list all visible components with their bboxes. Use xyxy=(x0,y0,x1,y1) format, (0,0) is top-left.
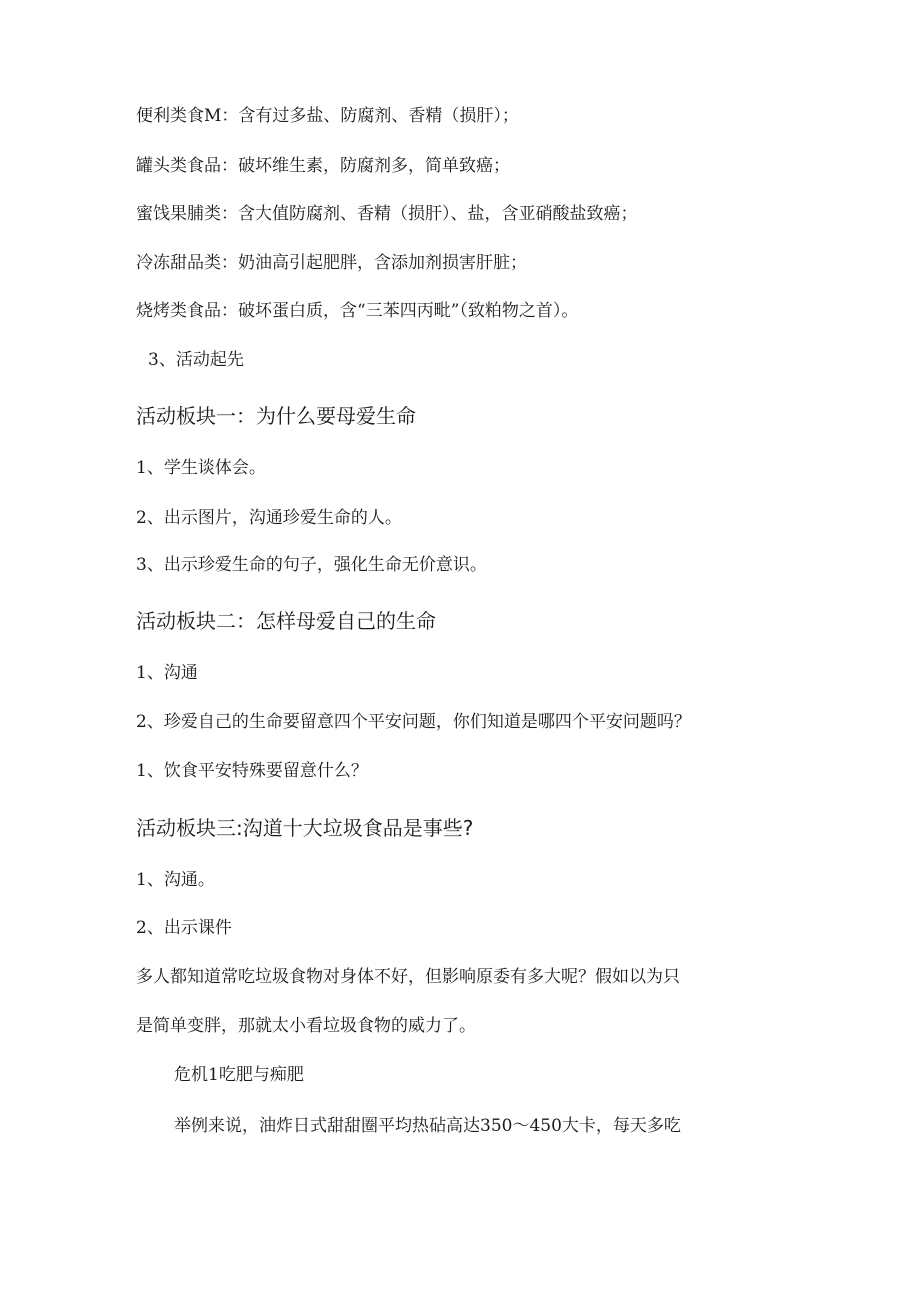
text-line-candied-fruit: 蜜饯果脯类：含大值防腐剂、香精（损肝）、盐，含亚硝酸盐致癌； xyxy=(136,204,638,224)
text-line-activity-start: 3、活动起先 xyxy=(148,350,244,370)
list-item: 2、出示课件 xyxy=(136,918,232,938)
text-line-barbecue-food: 烧烤类食品：破坏蛋白质，含“三苯四丙毗”（致粕物之首）。 xyxy=(136,301,579,321)
paragraph-line: 举例来说，油炸日式甜甜圈平均热砧高达350～450大卡，每天多吃 xyxy=(174,1116,681,1136)
list-item: 2、珍爱自己的生命要留意四个平安问题，你们知道是哪四个平安问题吗？ xyxy=(136,712,691,732)
paragraph-line: 多人都知道常吃垃圾食物对身体不好，但影响原委有多大呢？假如以为只 xyxy=(136,967,680,987)
list-item: 1、沟通 xyxy=(136,663,198,683)
list-item: 1、学生谈体会。 xyxy=(136,458,266,478)
section-heading-1: 活动板块一：为什么要母爱生命 xyxy=(136,404,416,428)
list-item: 3、出示珍爱生命的句子，强化生命无价意识。 xyxy=(136,555,487,575)
section-heading-2: 活动板块二：怎样母爱自己的生命 xyxy=(136,609,436,633)
paragraph-line: 是简单变胖，那就太小看垃圾食物的威力了。 xyxy=(136,1016,476,1036)
subheading-crisis-1: 危机1吃肥与痴肥 xyxy=(174,1065,304,1085)
text-line-convenience-food: 便利类食M：含有过多盐、防腐剂、香精（损肝）； xyxy=(136,106,519,126)
list-item: 2、出示图片，沟通珍爱生命的人。 xyxy=(136,508,402,528)
list-item: 1、沟通。 xyxy=(136,870,215,890)
text-line-canned-food: 罐头类食品：破坏维生素，防腐剂多，简单致癌； xyxy=(136,156,510,176)
section-heading-3: 活动板块三:沟道十大垃圾食品是事些? xyxy=(136,816,474,840)
text-line-frozen-dessert: 冷冻甜品类：奶油高引起肥胖，含添加剂损害肝脏； xyxy=(136,253,527,273)
list-item: 1、饮食平安特殊要留意什么？ xyxy=(136,761,368,781)
